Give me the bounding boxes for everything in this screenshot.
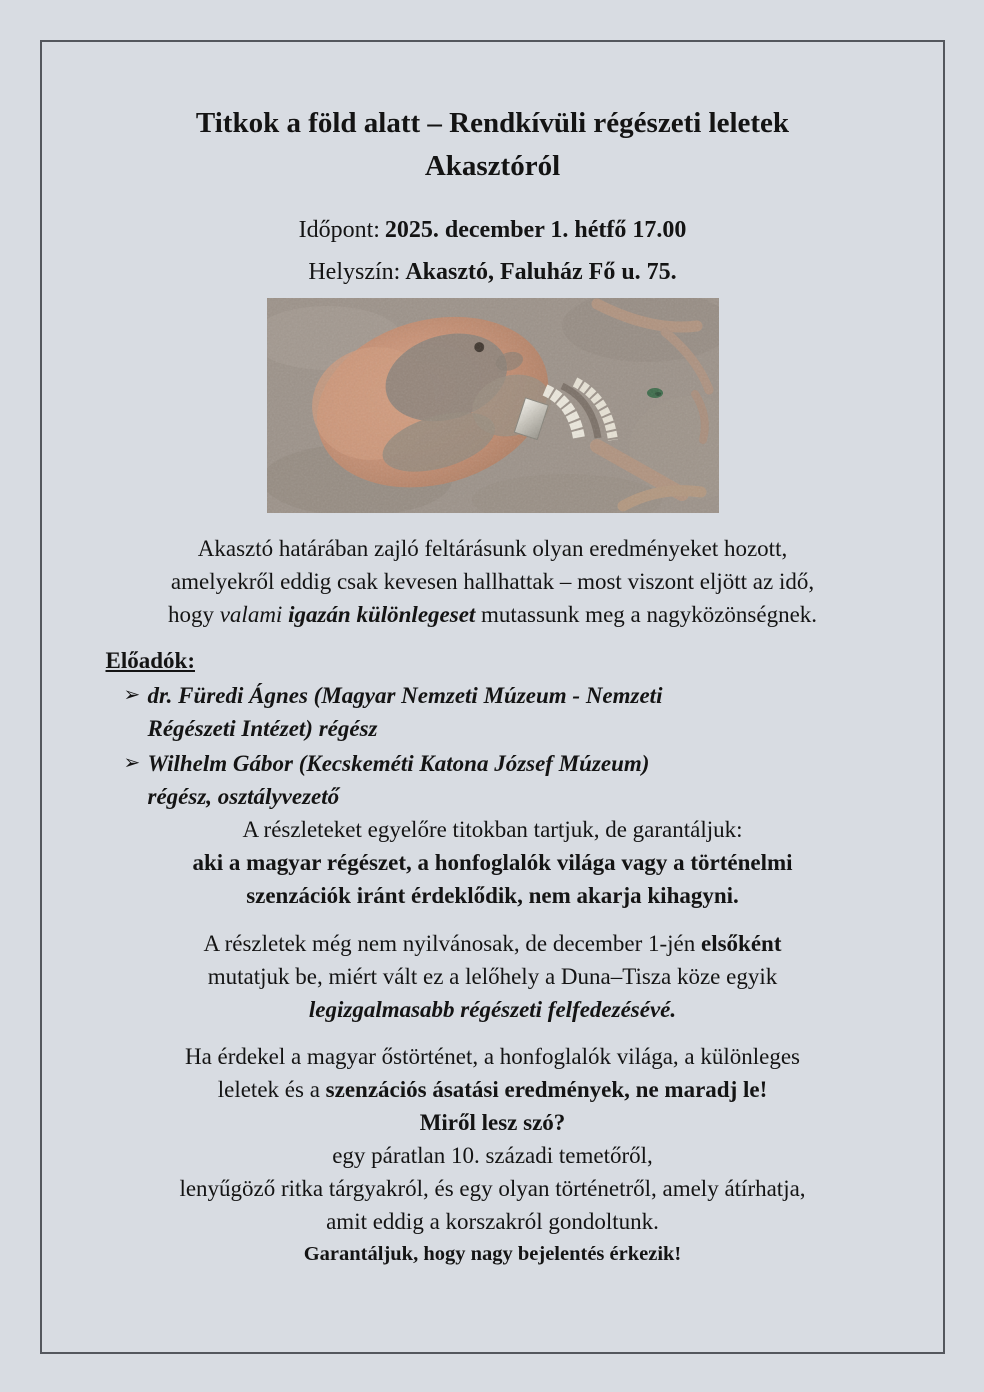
lead-paragraph xyxy=(103,532,883,631)
venue-value: Akasztó, Faluház Fő u. 75. xyxy=(405,259,677,285)
lead-line-3 xyxy=(103,598,883,631)
title-line-1: Titkok a föld alatt – Rendkívüli régészeti leletek xyxy=(195,107,790,139)
reveal-line-1-seg2: elsőként xyxy=(701,931,782,956)
speaker-2-line-1: Wilhelm Gábor (Kecskeméti Katona József Múzeum) xyxy=(147,751,650,776)
lead-line-3-seg2: valami xyxy=(219,602,289,627)
reveal-line-1-seg1: A részletek még nem nyilvánosak, de december 1-jén xyxy=(203,931,701,956)
datetime-label: Időpont: xyxy=(298,217,380,243)
event-info xyxy=(103,209,883,293)
closing-line-4: egy páratlan 10. századi temetőről, xyxy=(332,1143,653,1168)
page-frame xyxy=(40,40,945,1354)
lead-line-2: amelyekről eddig csak kevesen hallhattak – most viszont eljött az idő, xyxy=(170,569,815,594)
speaker-item-wilhelm xyxy=(103,747,883,813)
photo-wrapper xyxy=(103,298,883,513)
teaser-line-1: A részleteket egyelőre titokban tartjuk, de garantáljuk: xyxy=(242,817,743,842)
datetime-value: 2025. december 1. hétfő 17.00 xyxy=(384,217,687,243)
closing-line-1: Ha érdekel a magyar őstörténet, a honfoglalók világa, a különleges xyxy=(184,1044,801,1069)
teaser-paragraph xyxy=(103,813,883,912)
event-venue xyxy=(103,251,883,293)
title-line-2: Akasztóról xyxy=(424,150,561,182)
lead-line-3-seg1: hogy xyxy=(167,602,220,627)
flyer-content xyxy=(103,102,883,1270)
reveal-line-3: legizgalmasabb régészeti felfedezésévé. xyxy=(308,997,677,1022)
venue-label: Helyszín: xyxy=(308,259,401,285)
closing-line-2-seg2: szenzációs ásatási eredmények, ne maradj le! xyxy=(325,1077,768,1102)
closing-line-2 xyxy=(103,1073,883,1106)
speaker-item-furedi xyxy=(103,679,883,745)
excavated-skull-photo xyxy=(267,298,719,513)
closing-line-6: amit eddig a korszakról gondoltunk. xyxy=(326,1209,659,1234)
closing-paragraph xyxy=(103,1040,883,1270)
teaser-line-2: aki a magyar régészet, a honfoglalók világa vagy a történelmi xyxy=(192,850,793,875)
closing-final-announcement: Garantáljuk, hogy nagy bejelentés érkezik! xyxy=(303,1243,682,1265)
lead-line-3-seg4: mutassunk meg a nagyközönségnek. xyxy=(475,602,818,627)
closing-line-2-seg1: leletek és a xyxy=(217,1077,326,1102)
arrow-bullet-icon: ➢ xyxy=(123,684,141,706)
speaker-2-line-2: régész, osztályvezető xyxy=(147,784,340,809)
speakers-heading: Előadók: xyxy=(105,648,195,673)
closing-question: Miről lesz szó? xyxy=(419,1110,566,1135)
page-title xyxy=(103,102,883,188)
teaser-line-3: szenzációk iránt érdeklődik, nem akarja kihagyni. xyxy=(246,883,739,908)
speakers-section xyxy=(103,644,883,813)
reveal-paragraph xyxy=(103,927,883,1026)
speaker-1-line-1: dr. Füredi Ágnes (Magyar Nemzeti Múzeum - Nemzeti xyxy=(147,683,663,708)
event-datetime xyxy=(103,209,883,251)
reveal-line-2: mutatjuk be, miért vált ez a lelőhely a Duna–Tisza köze egyik xyxy=(207,964,778,989)
lead-line-3-seg3: igazán különlegeset xyxy=(288,602,476,627)
lead-line-1: Akasztó határában zajló feltárásunk olyan eredményeket hozott, xyxy=(197,536,788,561)
closing-line-5: lenyűgöző ritka tárgyakról, és egy olyan történetről, amely átírhatja, xyxy=(179,1176,806,1201)
reveal-line-1 xyxy=(103,927,883,960)
speaker-1-line-2: Régészeti Intézet) régész xyxy=(147,716,378,741)
arrow-bullet-icon: ➢ xyxy=(123,752,141,774)
